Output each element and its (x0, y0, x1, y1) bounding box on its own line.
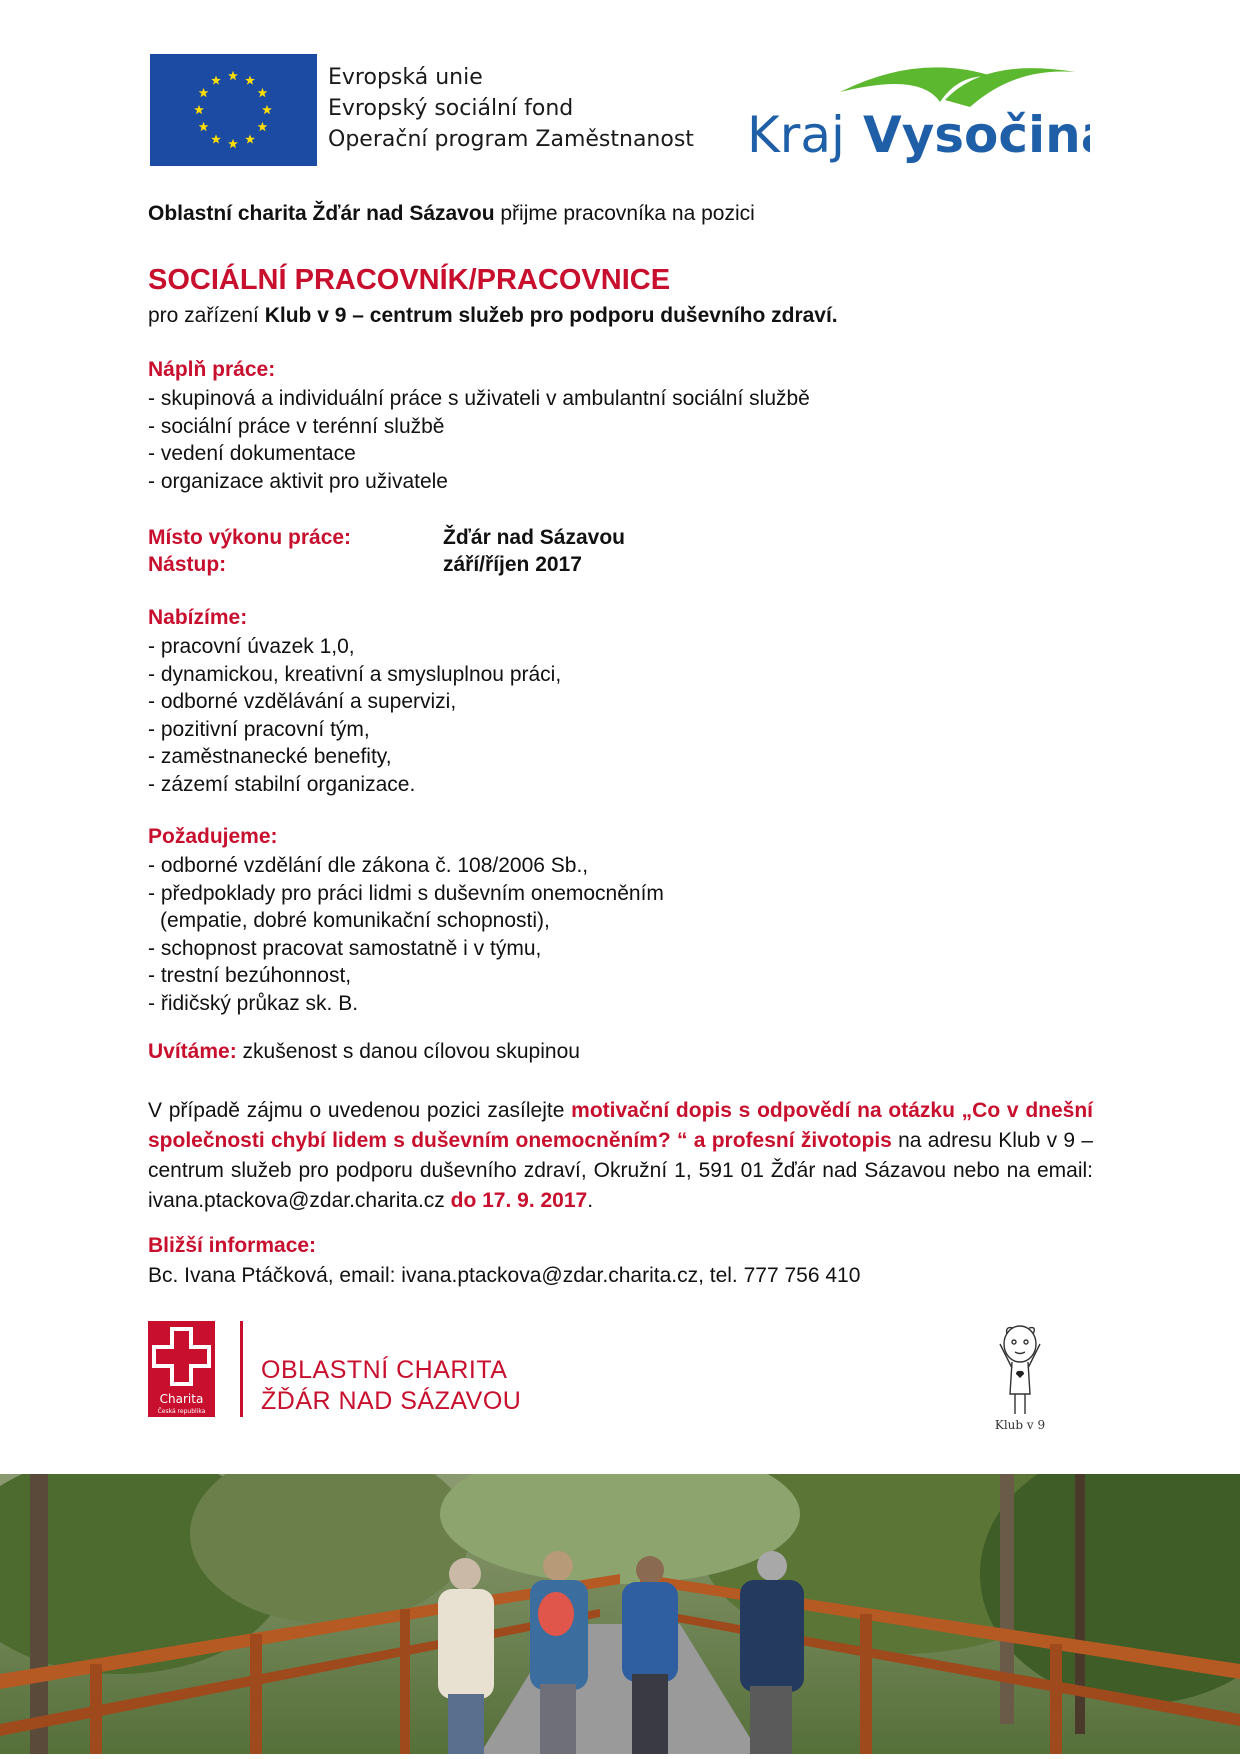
zajem-end: . (587, 1189, 594, 1212)
list-item: - skupinová a individuální práce s uživateli v ambulantní sociální službě (148, 387, 810, 410)
intro-line (148, 202, 755, 226)
list-item: - odborné vzdělání dle zákona č. 108/2006 Sb., (148, 854, 589, 877)
kraj-word: Kraj (747, 106, 845, 164)
eu-line: Operační program Zaměstnanost (328, 127, 694, 152)
list-item: - zázemí stabilní organizace. (148, 772, 416, 796)
contact-info: Bc. Ivana Ptáčková, email: ivana.ptackova@zdar.charita.cz, tel. 777 756 410 (148, 1264, 861, 1287)
charita-badge-text: Charita (159, 1392, 204, 1406)
section-heading-pozadujeme: Požadujeme: (148, 825, 278, 848)
kraj-vysocina-logo (745, 52, 1090, 167)
klub-v9-logo (985, 1322, 1055, 1432)
job-title: SOCIÁLNÍ PRACOVNÍK/PRACOVNICE (148, 264, 671, 296)
zajem-address: na adresu Klub v 9 – centrum služeb pro podporu duševního zdraví, Okružní 1, 591 01 Žďár nad Sázavou nebo na email: ivana.ptackova@zdar.charita.cz (148, 1129, 1093, 1212)
list-item: - dynamickou, kreativní a smysluplnou práci, (148, 662, 562, 686)
charita-name-line1: OBLASTNÍ CHARITA (261, 1356, 508, 1384)
eu-program-text (328, 62, 694, 155)
list-item: - schopnost pracovat samostatně i v týmu, (148, 936, 542, 960)
job-sub-prefix: pro zařízení (148, 304, 265, 327)
list-item: - odborné vzdělávání a supervizi, (148, 690, 457, 713)
charita-badge-sub: Česká republika (157, 1408, 206, 1415)
eu-flag-logo (150, 54, 317, 166)
nabizime-list (148, 633, 561, 798)
vysocina-word: Vysočina (863, 106, 1090, 164)
zajem-part1: V případě zájmu o uvedenou pozici zasílejte (148, 1099, 572, 1122)
list-item: - řidičský průkaz sk. B. (148, 991, 359, 1015)
section-heading-blizsi: Bližší informace: (148, 1234, 317, 1257)
misto-label: Místo výkonu práce: (148, 526, 352, 549)
zajem-requirement: motivační dopis s odpovědí na otázku „Co v dnešní společnosti chybí lidem s duševním onemocněním? “ a profesní životopis (148, 1099, 1094, 1152)
intro-rest: přijme pracovníka na pozici (494, 202, 755, 225)
uvitame-line (148, 1040, 580, 1064)
list-item: - trestní bezúhonnost, (148, 964, 352, 987)
photo-people-on-bridge (0, 1474, 1240, 1754)
job-sub-facility: Klub v 9 – centrum služeb pro podporu duševního zdraví. (264, 304, 838, 327)
nastup-label: Nástup: (148, 553, 227, 576)
list-item: - sociální práce v terénní službě (148, 414, 445, 438)
napln-list (148, 385, 810, 495)
application-paragraph (148, 1096, 1093, 1216)
list-item: - vedení dokumentace (148, 442, 356, 465)
list-item: - předpoklady pro práci lidmi s duševním onemocněním (148, 881, 664, 905)
klub-label: Klub v 9 (994, 1418, 1046, 1432)
uvitame-label: Uvítáme: (148, 1040, 237, 1063)
list-item: - organizace aktivit pro uživatele (148, 469, 448, 493)
nastup-value: září/říjen 2017 (443, 553, 582, 576)
heart-icon (1016, 1371, 1024, 1378)
charita-logo (148, 1321, 215, 1417)
charita-divider (240, 1321, 243, 1417)
list-item: - zaměstnanecké benefity, (148, 745, 392, 768)
zajem-deadline: do 17. 9. 2017 (450, 1189, 588, 1212)
misto-value: Žďár nad Sázavou (443, 526, 625, 549)
job-subtitle (148, 304, 838, 328)
uvitame-text: zkušenost s danou cílovou skupinou (236, 1040, 580, 1063)
charita-name-line2: ŽĎÁR NAD SÁZAVOU (261, 1387, 522, 1415)
list-item: - pracovní úvazek 1,0, (148, 635, 355, 658)
charita-name (261, 1355, 521, 1417)
eu-line: Evropský sociální fond (328, 96, 574, 121)
pozadujeme-list (148, 852, 664, 1017)
list-item: - pozitivní pracovní tým, (148, 717, 370, 741)
eu-line: Evropská unie (328, 65, 483, 90)
section-heading-napln: Náplň práce: (148, 358, 276, 381)
list-item: (empatie, dobré komunikační schopnosti), (160, 909, 550, 932)
section-heading-nabizime: Nabízíme: (148, 606, 248, 629)
intro-org: Oblastní charita Žďár nad Sázavou (148, 202, 495, 225)
